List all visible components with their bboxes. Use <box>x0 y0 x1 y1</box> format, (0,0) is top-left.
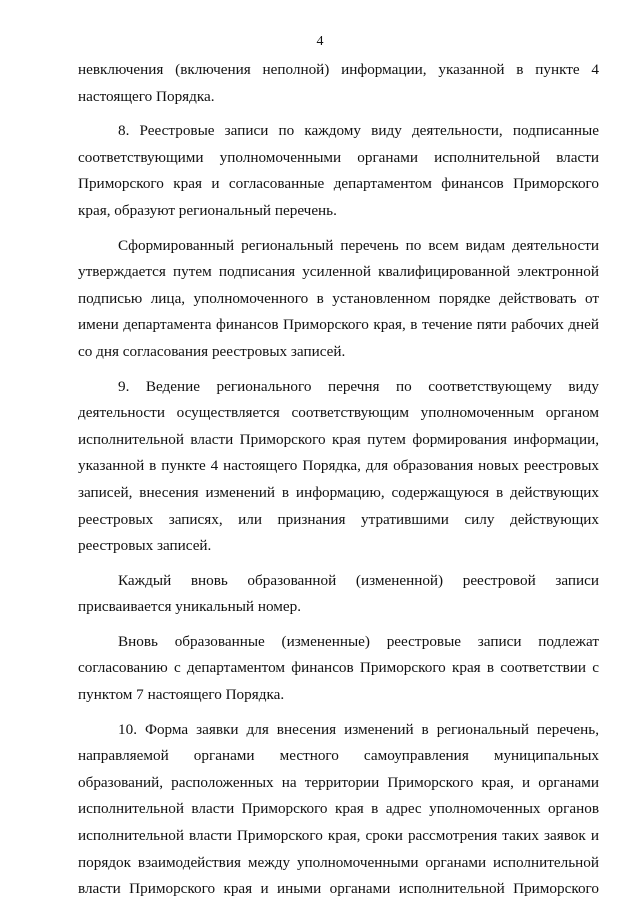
paragraph-item-9: 9. Ведение регионального перечня по соответствующему виду деятельности осуществляется соответствующим уполномоченным органом исполнительной власти Приморского края путем формирования информации, указанной в пункте 4 настоящего Порядка, для образования новых реестровых записей, внесения изменений в информацию, содержащуюся в действующих реестровых записях, или признания утратившими силу действующих реестровых записей. <box>78 377 599 555</box>
document-body <box>78 57 599 903</box>
paragraph-item-10: 10. Форма заявки для внесения изменений в региональный перечень, направляемой органами местного самоуправления муниципальных образований, расположенных на территории Приморского края, и органами исполнительной власти Приморского края в адрес уполномоченных органов исполнительной власти Приморского края, сроки рассмотрения таких заявок и порядок взаимодействия между уполномоченными органами исполнительной власти Приморского края и иными органами исполнительной Приморского <box>78 720 599 898</box>
paragraph-approval-requirement: Вновь образованные (измененные) реестровые записи подлежат согласованию с департаментом финансов Приморского края в соответствии с пунктом 7 настоящего Порядка. <box>78 632 599 704</box>
paragraph-regional-list-approval: Сформированный региональный перечень по всем видам деятельности утверждается путем подписания усиленной квалифицированной электронной подписью лица, уполномоченного в установленном порядке действовать от имени департамента финансов Приморского края, в течение пяти рабочих дней со дня согласования реестровых записей. <box>78 236 599 360</box>
page-number: 4 <box>316 34 324 49</box>
paragraph-unique-number: Каждый вновь образованной (измененной) реестровой записи присваивается уникальный номер. <box>78 571 599 616</box>
paragraph-continuation: невключения (включения неполной) информации, указанной в пункте 4 настоящего Порядка. <box>78 61 599 105</box>
paragraph-item-8: 8. Реестровые записи по каждому виду деятельности, подписанные соответствующими уполномоченными органами исполнительной власти Приморского края и согласованные департаментом финансов Приморского края, образуют региональный перечень. <box>78 122 599 219</box>
